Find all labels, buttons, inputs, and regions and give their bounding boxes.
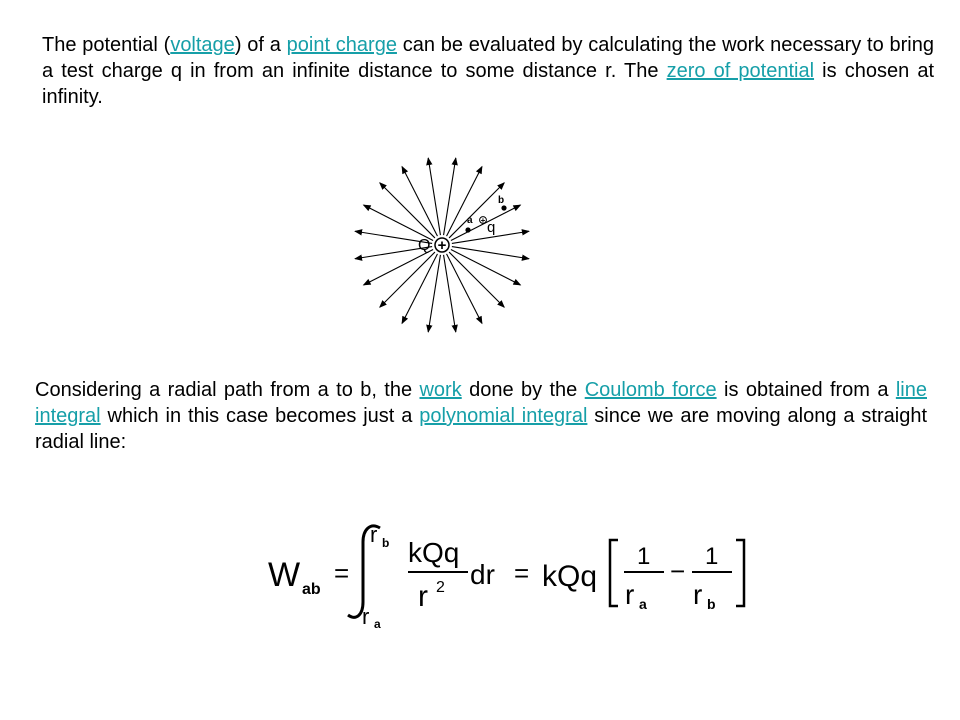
point-a-dot <box>465 227 470 232</box>
work-subscript: ab <box>302 581 321 598</box>
differential: dr <box>470 559 495 590</box>
numerator-one-a: 1 <box>637 543 651 570</box>
field-line <box>444 255 456 332</box>
test-label: q <box>487 219 496 236</box>
point-charge-field-diagram <box>346 156 536 346</box>
upper-limit-subscript: b <box>382 536 390 550</box>
intro-text-1: The potential ( <box>42 34 171 56</box>
point-b-dot <box>501 205 506 210</box>
left-bracket <box>610 540 618 606</box>
lower-limit: r <box>362 604 370 629</box>
work-equation <box>262 520 752 630</box>
point-a-label: a <box>467 215 473 226</box>
line-integral-link[interactable]: line integral <box>35 379 927 427</box>
field-line <box>428 158 440 235</box>
upper-limit: r <box>370 522 378 547</box>
work-symbol: W <box>268 556 301 594</box>
coefficient: kQq <box>542 560 598 593</box>
intro-text-2: ) of a <box>234 34 287 56</box>
equals-sign-2: = <box>514 558 530 588</box>
r-a: r <box>625 579 635 610</box>
field-line <box>449 183 504 238</box>
intro-text-4: is chosen at infinity. <box>42 60 934 108</box>
minus-sign: − <box>670 556 686 586</box>
source-label: Q <box>418 237 431 254</box>
polynomial-integral-link[interactable]: polynomial integral <box>419 405 588 427</box>
intro-text-3: can be evaluated by calculating the work necessary to bring a test charge q in from an infinite distance to some distance r. The <box>42 34 934 82</box>
point-charge-link[interactable]: point charge <box>286 34 397 56</box>
path-text-3: is obtained from a <box>716 379 896 401</box>
path-text-1: Considering a radial path from a to b, the <box>35 379 420 401</box>
field-line <box>364 205 433 240</box>
field-line <box>380 252 435 307</box>
field-line <box>451 250 520 285</box>
r-b: r <box>693 579 703 610</box>
path-text-2: done by the <box>461 379 585 401</box>
path-text-5: since we are moving along a straight radial line: <box>35 405 927 453</box>
field-line <box>380 183 435 238</box>
field-line <box>449 252 504 307</box>
field-line <box>444 158 456 235</box>
r-a-subscript: a <box>639 596 647 612</box>
voltage-link[interactable]: voltage <box>170 34 235 56</box>
field-line <box>402 167 437 236</box>
r-b-subscript: b <box>707 596 716 612</box>
field-line <box>428 255 440 332</box>
source-sign: + <box>437 237 447 254</box>
equals-sign-1: = <box>334 558 350 588</box>
right-bracket <box>736 540 744 606</box>
field-line <box>402 254 437 323</box>
numerator: kQq <box>408 537 460 568</box>
denominator-exponent: 2 <box>436 579 445 596</box>
numerator-one-b: 1 <box>705 543 719 570</box>
path-text-4: which in this case becomes just a <box>100 405 420 427</box>
field-line <box>447 254 482 323</box>
work-link[interactable]: work <box>419 379 462 401</box>
lower-limit-subscript: a <box>374 617 381 630</box>
field-line <box>452 247 529 259</box>
radial-path-paragraph <box>35 377 927 455</box>
zero-of-potential-link[interactable]: zero of potential <box>666 60 815 82</box>
field-line <box>447 167 482 236</box>
intro-paragraph <box>42 32 934 110</box>
coulomb-force-link[interactable]: Coulomb force <box>584 379 717 401</box>
field-line <box>364 250 433 285</box>
test-sign: + <box>480 216 486 225</box>
point-b-label: b <box>498 195 505 206</box>
denominator: r <box>418 580 428 613</box>
